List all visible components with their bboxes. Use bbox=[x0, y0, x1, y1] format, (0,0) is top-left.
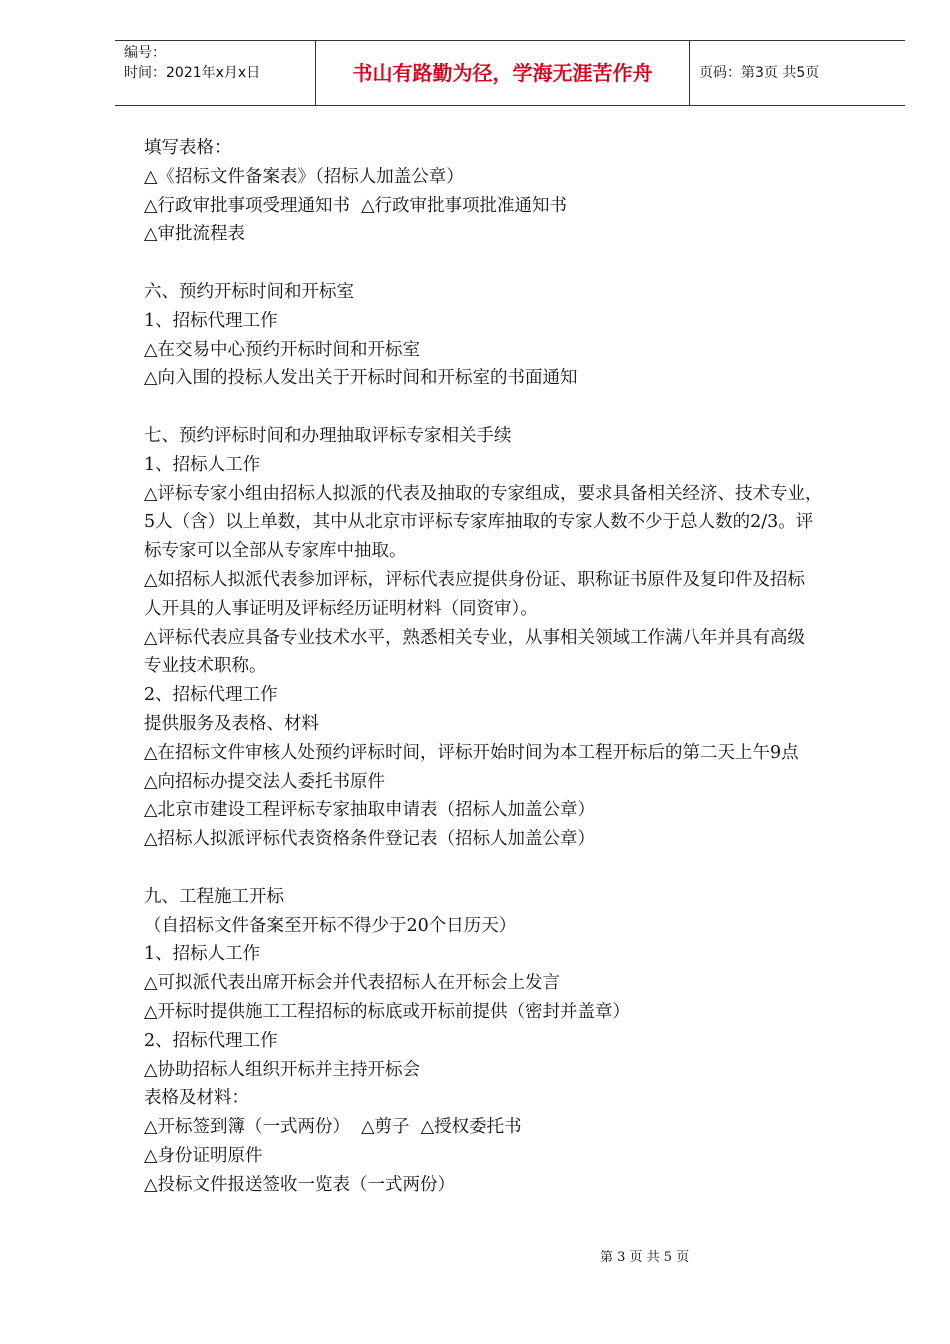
page-footer: 第 3 页 共 5 页 bbox=[600, 1250, 690, 1265]
text-line: △协助招标人组织开标并主持开标会 bbox=[144, 1059, 420, 1080]
time-label: 时间：2021年x月x日 bbox=[124, 65, 261, 81]
text-line: △在交易中心预约开标时间和开标室 bbox=[144, 339, 420, 360]
header-page-label: 页码：第3页 共5页 bbox=[699, 65, 820, 81]
text-line: △身份证明原件 bbox=[144, 1145, 263, 1166]
text-line: △行政审批事项受理通知书 △行政审批事项批准通知书 bbox=[144, 195, 568, 216]
text-line: △招标人拟派评标代表资格条件登记表（招标人加盖公章） bbox=[144, 829, 595, 850]
number-label: 编号： bbox=[124, 45, 166, 61]
text-line: 专业技术职称。 bbox=[144, 656, 267, 677]
blank-line bbox=[144, 249, 884, 278]
blank-line bbox=[144, 393, 884, 422]
text-line: △开标签到簿（一式两份） △剪子 △授权委托书 bbox=[144, 1117, 522, 1138]
text-line: △《招标文件备案表》（招标人加盖公章） bbox=[144, 166, 464, 187]
text-line: △如招标人拟派代表参加评标，评标代表应提供身份证、职称证书原件及复印件及招标 bbox=[144, 569, 805, 590]
header-meta bbox=[115, 41, 316, 105]
text-line: （自招标文件备案至开标不得少于20个日历天） bbox=[144, 915, 517, 936]
header-motto: 书山有路勤为径，学海无涯苦作舟 bbox=[316, 41, 690, 105]
text-line: 填写表格： bbox=[144, 138, 232, 158]
text-line: △投标文件报送签收一览表（一式两份） bbox=[144, 1174, 455, 1195]
text-line: 九、工程施工开标 bbox=[144, 886, 284, 907]
text-line: 提供服务及表格、材料 bbox=[144, 713, 319, 734]
text-line: △北京市建设工程评标专家抽取申请表（招标人加盖公章） bbox=[144, 800, 595, 821]
text-line: 1、招标代理工作 bbox=[144, 310, 278, 331]
text-line: △评标专家小组由招标人拟派的代表及抽取的专家组成，要求具备相关经济、技术专业， bbox=[144, 483, 823, 504]
text-line: 标专家可以全部从专家库中抽取。 bbox=[144, 541, 407, 562]
text-line: 七、预约评标时间和办理抽取评标专家相关手续 bbox=[144, 425, 512, 446]
text-line: 5人（含）以上单数，其中从北京市评标专家库抽取的专家人数不少于总人数的2/3。评 bbox=[144, 512, 814, 533]
text-line: 2、招标代理工作 bbox=[144, 685, 278, 706]
text-line: △审批流程表 bbox=[144, 224, 245, 245]
text-line: 2、招标代理工作 bbox=[144, 1030, 278, 1051]
text-line: 六、预约开标时间和开标室 bbox=[144, 281, 354, 302]
page-header bbox=[115, 40, 905, 106]
document-body bbox=[144, 134, 884, 1199]
text-line: △评标代表应具备专业技术水平，熟悉相关专业，从事相关领域工作满八年并具有高级 bbox=[144, 627, 805, 648]
text-line: △开标时提供施工工程招标的标底或开标前提供（密封并盖章） bbox=[144, 1001, 630, 1022]
text-line: 1、招标人工作 bbox=[144, 454, 261, 475]
text-line: 1、招标人工作 bbox=[144, 944, 261, 965]
text-line: △向招标办提交法人委托书原件 bbox=[144, 771, 385, 792]
blank-line bbox=[144, 854, 884, 883]
text-line: △可拟派代表出席开标会并代表招标人在开标会上发言 bbox=[144, 973, 560, 994]
text-line: △向入围的投标人发出关于开标时间和开标室的书面通知 bbox=[144, 368, 578, 389]
text-line: 表格及材料： bbox=[144, 1088, 249, 1109]
text-line: 人开具的人事证明及评标经历证明材料（同资审）。 bbox=[144, 598, 538, 619]
text-line: △在招标文件审核人处预约评标时间，评标开始时间为本工程开标后的第二天上午9点 bbox=[144, 742, 799, 763]
